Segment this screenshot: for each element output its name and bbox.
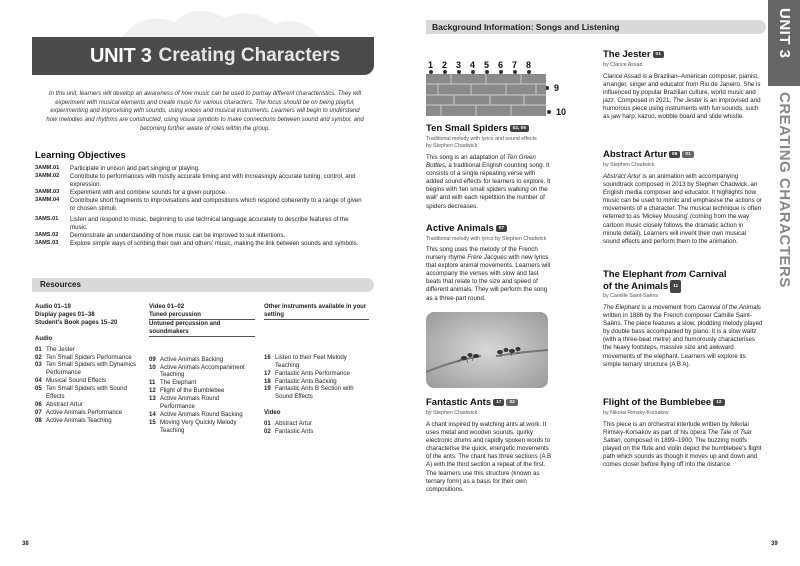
- track-number: 15: [149, 418, 156, 426]
- ten-small-spiders-credit-1: Traditional melody with lyrics and sound effects: [426, 136, 537, 142]
- track-number: 19: [264, 385, 271, 393]
- track-number: 18: [264, 377, 271, 385]
- objective-text: Demonstrate an understanding of how music can be improved to suit intentions.: [70, 232, 286, 240]
- ten-small-spiders-credit-2: by Stephen Chadwick: [426, 143, 478, 149]
- track-title: Fantastic Ants B Section with Sound Effects: [275, 385, 354, 401]
- audio-track: [149, 364, 255, 380]
- track-title: Active Animals Accompaniment Teaching: [160, 363, 245, 379]
- fantastic-ants-credit: by Stephen Chadwick: [426, 410, 478, 416]
- wall-number: 2: [442, 60, 448, 70]
- objective-item: [35, 165, 365, 173]
- track-number: 01: [35, 345, 42, 353]
- track-title: Active Animals Round Backing: [160, 410, 243, 418]
- wall-number: 8: [526, 60, 532, 70]
- wall-number: 6: [498, 60, 504, 70]
- objective-code: 3AMS.02: [35, 232, 59, 239]
- track-title: Ten Small Spiders Performance: [46, 353, 132, 361]
- objective-code: 3AMM.01: [35, 165, 60, 171]
- unit-label: UNIT 3: [90, 44, 152, 67]
- wall-number: 5: [484, 60, 490, 70]
- track-number: 01: [264, 420, 271, 428]
- track-number: 14: [149, 410, 156, 418]
- audio-track: [35, 417, 145, 425]
- audio-track: [264, 378, 369, 386]
- resources-col-3: Other instruments available in your setting 16 Listen to their Feet Melody Teaching 17 Fantastic Ants Performance 18 Fantastic Ants Backing 19 Fantastic Ants B Section with Sound Effects Video 01 Abstract Artur 02 Fantastic Ants: [264, 303, 369, 436]
- audio-track: [149, 419, 255, 435]
- bumblebee-heading: Flight of the Bumblebee 12: [603, 397, 725, 408]
- audio-track: [35, 354, 145, 362]
- track-title: Abstract Artur: [275, 420, 312, 428]
- track-title: Active Animals Performance: [46, 408, 123, 416]
- track-number: 02: [264, 428, 271, 436]
- wall-number: 10: [556, 107, 567, 117]
- audio-track: [264, 354, 369, 370]
- objective-code: 3AMM.03: [35, 188, 60, 195]
- audio-badge: 02, 05: [510, 125, 529, 132]
- audio-track: [264, 385, 369, 401]
- track-title: Ten Small Spiders with Sound Effects: [46, 385, 127, 401]
- ten-small-spiders-heading: Ten Small Spiders 02, 05: [426, 123, 529, 134]
- objective-item: [35, 240, 365, 248]
- spider-wall-illustration: [426, 60, 567, 118]
- background-info-title: Background Information: Songs and Listening: [426, 20, 766, 34]
- objective-text: Participate in unison and part singing or playing.: [70, 165, 200, 172]
- objective-text: Experiment with and combine sounds for a given purpose.: [70, 188, 227, 196]
- audio-track: [35, 401, 145, 409]
- objective-text: Listen and respond to music, beginning to use technical language accurately to describe features of the music.: [70, 216, 349, 232]
- video-track: [264, 420, 369, 428]
- track-title: Flight of the Bumblebee: [160, 387, 225, 395]
- video-badge: 02: [506, 399, 517, 406]
- objective-item: [35, 232, 365, 240]
- wall-number: 4: [470, 60, 476, 70]
- elephant-heading: The Elephant from Carnival of the Animals 11: [603, 269, 727, 293]
- audio-track: [149, 411, 255, 419]
- bumblebee-text: This piece is an orchestral interlude written by Nikolai Rimsky-Korsakov as part of his opera The Tale of Tsar Saltan, composed in 1899–1900. The buzzing motifs played on the flute and violin depict the bumblebee's flight path which sounds as though it moves up and down and comes closer before flying off into the distance.: [603, 421, 762, 469]
- track-number: 10: [149, 363, 156, 371]
- track-number: 03: [35, 361, 42, 369]
- audio-track: [149, 379, 255, 387]
- video-heading: Video: [264, 409, 281, 417]
- track-number: 08: [35, 416, 42, 424]
- audio-badge: 01: [653, 51, 664, 58]
- track-title: Active Animals Round Performance: [160, 395, 220, 411]
- unit-title: Creating Characters: [158, 45, 341, 66]
- page-number-right: 39: [771, 541, 778, 547]
- track-title: The Elephant: [160, 379, 197, 387]
- objective-item: [35, 173, 365, 189]
- audio-badge: 11: [670, 280, 681, 293]
- wall-number: 7: [512, 60, 518, 70]
- track-title: Ten Small Spiders with Dynamics Performance: [46, 361, 137, 377]
- track-title: Active Animals Teaching: [46, 416, 112, 424]
- ten-small-spiders-text: This song is an adaptation of Ten Green Bottles, a traditional English counting song. It consists of a single repeating verse with added sound effects for learners to explore. It begins with 'ten small spiders walking on the wall' and with each repetition the number of spiders decreases.: [426, 154, 551, 210]
- audio-badge: 06: [669, 151, 680, 158]
- audio-badge: 12: [713, 399, 724, 406]
- unit-banner: [32, 37, 374, 75]
- objective-code: 3AMS.01: [35, 216, 59, 223]
- audio-track: [149, 356, 255, 364]
- side-tab: [768, 0, 800, 566]
- jester-heading: The Jester 01: [603, 49, 664, 60]
- video-track: [264, 428, 369, 436]
- video-badge: 01: [682, 151, 693, 158]
- abstract-artur-credit: by Stephen Chadwick: [603, 162, 655, 168]
- audio-track: [35, 361, 145, 377]
- track-title: Abstract Artur: [46, 400, 83, 408]
- audio-heading: Audio: [35, 334, 53, 342]
- track-title: Active Animals Backing: [160, 355, 223, 363]
- track-number: 11: [149, 379, 156, 387]
- abstract-artur-heading: Abstract Artur 06 01: [603, 149, 694, 160]
- abstract-artur-text: Abstract Artur is an animation with accompanying soundtrack composed in 2013 by Stephen Chadwick, an English media composer and educator. It highlights how music can be used to mimic and emphasise the actions or movements of a character. The musical technique is often referred to as 'Mickey Mousing' (coming from the way cartoon music closely follows the dramatic action in minute detail). Learners will invent their own musical sound effects and perform them to the animation.: [603, 173, 762, 245]
- track-title: Moving Very Quickly Melody Teaching: [160, 418, 237, 434]
- elephant-text: The Elephant is a movement from Carnival of the Animals written in 1886 by the French composer Camille Saint-Saëns. The piece features a slow, plodding melody played by double bass accompanied by piano. It is a slow waltz (with a three-beat metre) and humorously characterises the heavy footsteps, massive size and awkward movements of the elephant. Learners will explore its simple ternary structure (A B A).: [603, 304, 763, 368]
- track-title: Fantastic Ants: [275, 428, 314, 436]
- objectives-list: [35, 165, 365, 248]
- wall-number: 3: [456, 60, 462, 70]
- active-animals-credit: Traditional melody with lyrics by Stephen Chadwick: [426, 236, 547, 242]
- audio-badge: 07: [496, 225, 507, 232]
- track-title: Fantastic Ants Backing: [275, 377, 337, 385]
- right-page: [400, 0, 800, 566]
- track-title: The Jester: [46, 345, 75, 353]
- resources-col-1: Audio 01–19 Display pages 01–38 Student's Book pages 15–20 Audio 01 The Jester 02 Ten Small Spiders Performance 03 Ten Small Spiders with Dynamics Performance 04 Musical Sound Effects 05 Ten Small Spiders with Sound Effects 06 Abstract Artur 07 Active Animals Performance 08 Active Animals Teaching: [35, 303, 145, 425]
- track-number: 06: [35, 400, 42, 408]
- track-number: 02: [35, 353, 42, 361]
- audio-track: [35, 385, 145, 401]
- track-title: Listen to their Feet Melody Teaching: [275, 353, 347, 369]
- audio-track: [149, 395, 255, 411]
- track-number: 17: [264, 369, 271, 377]
- wall-number: 9: [554, 83, 560, 93]
- unit-intro: In this unit, learners will develop an awareness of how music can be used to portray different characteristics. They will experiment with musical elements and create music for various characters. The focus should be on being playful, experimenting and improvising with sounds, using voices and musical instruments. Learners will begin to understand how melodies and rhythms are constructed, using visual symbols to make connections between sound and symbol, and becoming further aware of roles within the group.: [46, 91, 364, 132]
- objective-item: [35, 189, 365, 197]
- objective-text: Contribute to performances with mostly accurate timing and with increasingly accurate tuning, control, and expression.: [70, 172, 356, 188]
- fantastic-ants-text: A chant inspired by watching ants at work. It uses metal and wooden sounds, quirky electronic drums and rapidly spoken words to characterise the quick, energetic movements of the ants. The chant has three sections (A B A) with the third section a repeat of the first. The learners use this structure (known as ternary form) as a basis for their own compositions.: [426, 421, 552, 493]
- wall-number: 1: [428, 60, 434, 70]
- active-animals-heading: Active Animals 07: [426, 223, 507, 234]
- ants-photo: [426, 312, 548, 388]
- resources-title: Resources: [32, 278, 374, 292]
- track-number: 09: [149, 355, 156, 363]
- jester-text: Clarice Assad is a Brazilian–American composer, pianist, arranger, singer and educator from Rio de Janeiro. She is influenced by popular Brazilian culture, world music and jazz. Composed in 2021, The Jester is an improvised and humorous piece using instruments with fun sounds, such as jaw harp, kazoo, wobble board and slide whistle.: [603, 73, 761, 121]
- side-tab-title: CREATING CHARACTERS: [776, 92, 793, 288]
- page-number-left: 38: [22, 541, 29, 547]
- audio-track: [264, 370, 369, 378]
- audio-track: [35, 409, 145, 417]
- track-number: 07: [35, 408, 42, 416]
- elephant-credit: by Camille Saint-Saëns: [603, 293, 659, 299]
- audio-track: [35, 346, 145, 354]
- active-animals-text: This song uses the melody of the French nursery rhyme Frère Jacques with new lyrics that explore animal movements. Learners will accompany the verses with slow and fast beats that relate to the size and speed of different animals. They will perform the song as a three-part round.: [426, 246, 551, 302]
- objective-code: 3AMS.03: [35, 240, 59, 247]
- objectives-title: Learning Objectives: [35, 150, 126, 161]
- track-number: 04: [35, 377, 42, 385]
- objective-code: 3AMM.02: [35, 172, 60, 179]
- objective-text: Explore simple ways of scribing their own and others' music, making the link between sounds and symbols.: [70, 240, 359, 248]
- track-number: 16: [264, 353, 271, 361]
- side-tab-unit: UNIT 3: [776, 8, 793, 59]
- bumblebee-credit: by Nikolai Rimsky-Korsakov: [603, 410, 669, 416]
- track-number: 13: [149, 395, 156, 403]
- audio-badge: 17: [493, 399, 504, 406]
- audio-track: [35, 377, 145, 385]
- objective-item: [35, 216, 365, 232]
- objective-code: 3AMM.04: [35, 196, 60, 203]
- objective-item: [35, 197, 365, 213]
- track-number: 12: [149, 387, 156, 395]
- track-title: Musical Sound Effects: [46, 377, 107, 385]
- fantastic-ants-heading: Fantastic Ants 17 02: [426, 397, 518, 408]
- track-number: 05: [35, 385, 42, 393]
- jester-credit: by Clarice Assad: [603, 62, 643, 68]
- resources-col-2: Video 01–02 Tuned percussion Untuned percussion and soundmakers 09 Active Animals Backing 10 Active Animals Accompaniment Teaching 11 The Elephant 12 Flight of the Bumblebee 13 Active Animals Round Performance 14 Active Animals Round Backing 15 Moving Very Quickly Melody Teaching: [149, 303, 255, 435]
- objective-text: Contribute short fragments to improvisations and compositions which respond coherently to a range of given or chosen stimuli.: [70, 196, 362, 212]
- track-title: Fantastic Ants Performance: [275, 369, 350, 377]
- audio-track: [149, 387, 255, 395]
